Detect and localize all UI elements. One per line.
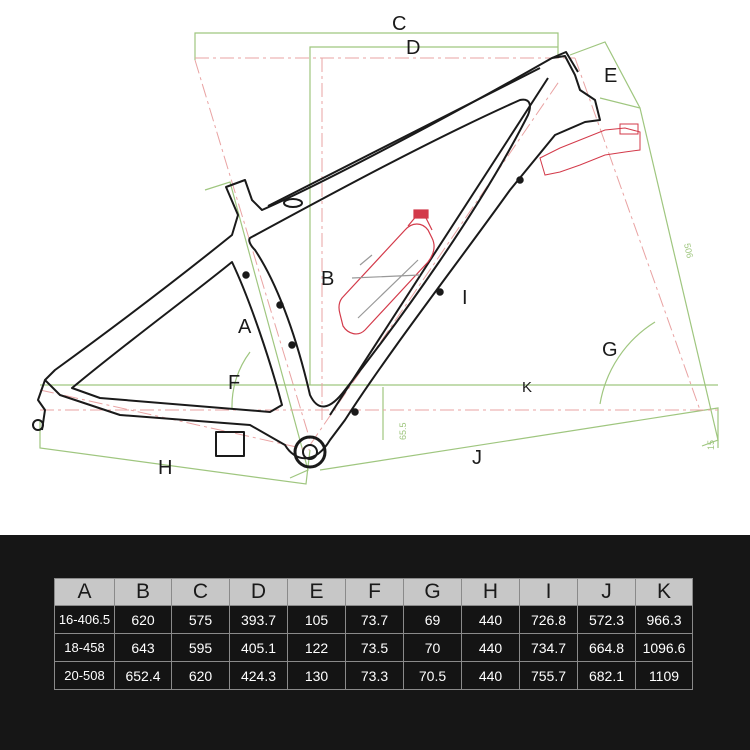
table-header-row <box>55 579 693 606</box>
label-g: G <box>602 339 618 361</box>
value-506: 506 <box>682 242 695 260</box>
label-h: H <box>158 457 173 479</box>
table-cell: 440 <box>462 634 520 662</box>
bottle-cap <box>414 210 428 218</box>
header-cell: I <box>520 579 578 606</box>
table-cell: 405.1 <box>230 634 288 662</box>
header-cell: D <box>230 579 288 606</box>
angle-arc-g <box>600 322 655 404</box>
cable-guide-3 <box>289 342 295 348</box>
table-cell: 69 <box>404 606 462 634</box>
bottle-cage <box>352 255 420 318</box>
table-cell: 440 <box>462 662 520 690</box>
label-k: K <box>522 379 533 396</box>
value-15: 15 <box>706 439 716 450</box>
dimension-line-d <box>310 47 558 385</box>
cable-guide-4 <box>517 177 523 183</box>
label-f: F <box>228 372 241 394</box>
table-cell: 1109 <box>636 662 693 690</box>
header-cell: E <box>288 579 346 606</box>
header-cell: H <box>462 579 520 606</box>
header-cell: J <box>578 579 636 606</box>
table-cell: 734.7 <box>520 634 578 662</box>
cable-guide-5 <box>437 289 443 295</box>
table-cell: 73.7 <box>346 606 404 634</box>
header-cell: A <box>55 579 115 606</box>
table-cell: 70 <box>404 634 462 662</box>
table-cell: 620 <box>172 662 230 690</box>
label-j: J <box>472 447 482 469</box>
header-cell: C <box>172 579 230 606</box>
dimension-line-j <box>320 408 718 470</box>
table-cell: 70.5 <box>404 662 462 690</box>
table-cell: 572.3 <box>578 606 636 634</box>
table-cell: 130 <box>288 662 346 690</box>
header-cell: B <box>115 579 172 606</box>
top-tube-detail <box>268 68 540 206</box>
table-cell: 755.7 <box>520 662 578 690</box>
table-cell: 726.8 <box>520 606 578 634</box>
geometry-table <box>54 578 693 690</box>
table-cell: 73.5 <box>346 634 404 662</box>
table-cell: 105 <box>288 606 346 634</box>
center-lines <box>40 58 718 450</box>
header-cell: F <box>346 579 404 606</box>
center-line-fork <box>575 58 700 410</box>
label-b: B <box>321 268 335 290</box>
table-cell: 424.3 <box>230 662 288 690</box>
table-cell: 595 <box>172 634 230 662</box>
value-65-5: 65.5 <box>398 422 408 440</box>
top-tube-logo <box>284 199 302 207</box>
table-cell: 643 <box>115 634 172 662</box>
table-cell: 20-508 <box>55 662 115 690</box>
table-cell: 1096.6 <box>636 634 693 662</box>
table-row <box>55 606 693 634</box>
dimension-line-506 <box>600 98 718 446</box>
cable-guide-1 <box>243 272 249 278</box>
label-c: C <box>392 13 407 35</box>
table-cell: 122 <box>288 634 346 662</box>
table-cell: 966.3 <box>636 606 693 634</box>
table-cell: 393.7 <box>230 606 288 634</box>
header-cell: K <box>636 579 693 606</box>
label-i: I <box>462 287 468 309</box>
table-cell: 664.8 <box>578 634 636 662</box>
water-bottle <box>339 210 434 334</box>
down-tube-detail <box>330 78 548 415</box>
table-cell: 620 <box>115 606 172 634</box>
table-cell: 440 <box>462 606 520 634</box>
cable-guide-2 <box>277 302 283 308</box>
header-cell: G <box>404 579 462 606</box>
table-cell: 575 <box>172 606 230 634</box>
small-dimension-values <box>398 242 716 450</box>
table-row <box>55 662 693 690</box>
table-cell: 73.3 <box>346 662 404 690</box>
table-cell: 682.1 <box>578 662 636 690</box>
table-cell: 652.4 <box>115 662 172 690</box>
bike-frame <box>33 52 600 467</box>
cable-guides <box>243 177 523 415</box>
dimension-line-h <box>40 420 310 484</box>
bottle-body <box>339 224 434 334</box>
motor-mount-box <box>216 432 244 456</box>
headset-detail <box>540 124 640 175</box>
label-a: A <box>238 316 252 338</box>
label-d: D <box>406 37 421 59</box>
table-cell: 16-406.5 <box>55 606 115 634</box>
cable-guide-6 <box>352 409 358 415</box>
table-row <box>55 634 693 662</box>
table-cell: 18-458 <box>55 634 115 662</box>
label-e: E <box>604 65 618 87</box>
